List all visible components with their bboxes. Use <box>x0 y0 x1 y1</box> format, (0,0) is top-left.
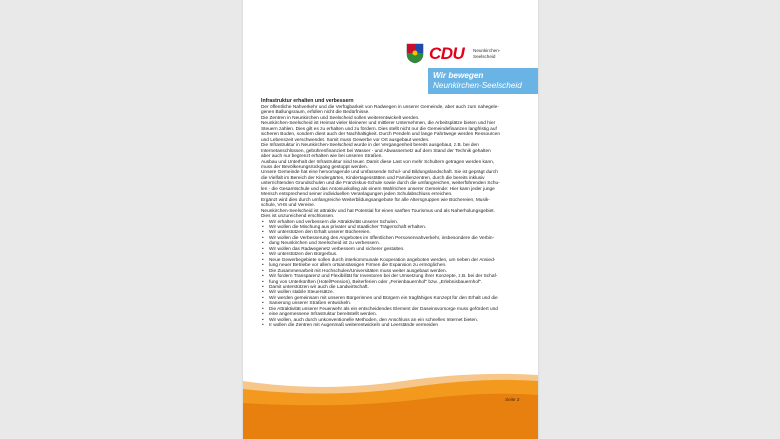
coat-of-arms-icon <box>405 42 425 64</box>
body-line: muss der Bevölkerungsrückgang gestoppt werden. <box>261 164 368 170</box>
bullet-item: • Wir fordern Transparenz und Flexibilität für Investoren bei der Umsetzung ihrer Konzepte, z.B. bei der Schaf- <box>267 274 526 279</box>
document-body <box>261 98 526 329</box>
body-line: genen Ballungsraum, erfüllen nicht die Bedürfnisse. <box>261 110 370 116</box>
bullet-item: • dung Neunkirchen und Seelscheid ist zu verbessern. <box>267 241 526 246</box>
bullet-item: • Sanierung unserer Straßen entwickeln. <box>267 301 526 306</box>
bullet-item: • Die Attraktivität unserer Feuerwehr als ein entscheidendes Element der Daseinsvorsorge muss gefördert und <box>267 307 526 312</box>
body-line: und Lebenszeit verschwendet. Somit muss Gewerbe vor Ort ausgebaut werden. <box>261 137 430 143</box>
section-heading: Infrastruktur erhalten und verbessern <box>261 98 354 104</box>
body-line: Internetanschlüssen, gebührenfinanziert bei Wasser - und Abwassernetz auf dem Stand der Technik gehalten <box>261 148 491 154</box>
bullet-item: • Wir wollen das Radwegenetz verbessern und sicherer gestalten. <box>267 247 526 252</box>
bullet-item: • lung neuer Betriebe vor allem ortsansässigen Firmen die Expansion zu ermöglichen. <box>267 263 526 268</box>
bullet-item: • Wir werden gemeinsam mit unseren Bürgerinnen und Bürgern ein tragfähiges Konzept für den Erhalt und die <box>267 296 526 301</box>
body-line: Steuern zahlen. Dies gilt es zu erhalten und zu fördern. Dies stellt nicht nur die Gemeindefinanzen langfristig auf <box>261 126 497 132</box>
body-line: Neunkirchen-Seelscheid ist Heimat vieler kleinerer und mittlerer Unternehmen, die Arbeitsplätze bieten und hier <box>261 121 496 127</box>
slogan-line-2: Neunkirchen-Seelscheid <box>433 81 522 90</box>
body-line: Der öffentliche Nahverkehr und die Verfügbarkeit von Radwegen in unserer Gemeinde, aber auch zum nahegele- <box>261 105 499 110</box>
body-line: Die Infrastruktur in Neunkirchen-Seelscheid wurde in der Vergangenheit bereits ausgebaut, z.B. bei den <box>261 143 479 149</box>
body-line: Ausbau und Unterhalt der Infrastruktur sind teuer. Damit diese Last von mehr Schultern getragen werden kann, <box>261 159 495 165</box>
slogan-line-1: Wir bewegen <box>433 71 484 80</box>
body-line: Ergänzt wird dies durch umfangreiche Weiterbildungsangebote für alle Altersgruppen wie Büchereien, Musik- <box>261 197 490 203</box>
cdu-logo-subtitle: Neunkirchen- Seelscheid <box>473 48 501 59</box>
cdu-logo-text: CDU <box>429 44 465 63</box>
bullet-item: • Ir wollen die Zentren mit Augenmaß weiterentwickeln und Leerstände vermeiden <box>267 323 526 328</box>
bullet-list <box>261 220 526 329</box>
body-line: die Vielfalt im Bereich der Kindergärten, Kindertagesstätten und Familienzentren, durch die bereits inklusiv <box>261 175 485 181</box>
bullet-item: • Wir wollen die Mischung aus privater und staatlicher Trägerschaft erhalten. <box>267 225 526 230</box>
body-line: aber auch nur begrenzt erhalten wie bei unseren Straßen. <box>261 154 383 160</box>
body-line: Mensch entsprechend seiner individuellen Veranlagungen jeden Schulabschluss erreichen. <box>261 192 453 198</box>
cdu-logo <box>405 42 517 66</box>
bullet-item: • Damit unterstützen wir auch die Landwirtschaft. <box>267 285 526 290</box>
body-paragraphs <box>261 105 526 220</box>
page-number: Seite 3 <box>505 397 520 402</box>
bullet-item: • Neue Gewerbegebiete sollen durch interkommunale Kooperation angeboten werden, um neben der Ansied- <box>267 258 526 263</box>
bullet-item: • Wir wollen, auch durch unkonventionelle Methoden, den Anschluss an ein schnelles Internet bieten. <box>267 318 526 323</box>
bullet-item: • Wir unterstützen den Bürgerbus. <box>267 252 526 257</box>
body-line: Dies ist unzureichend erschlossen. <box>261 214 335 220</box>
document-page <box>243 0 538 439</box>
body-line: schule, VHS und Vereine. <box>261 203 316 209</box>
orange-wave-footer <box>243 359 538 439</box>
body-line: unterrichtenden Grundschulen und die Franziskus-Schule sowie durch die umfangreichen, weiterführenden Schu- <box>261 181 500 187</box>
body-line: Neunkirchen-Seelscheid ist attraktiv und hat Potential für einen sanften Tourismus und als Naherholungsgebiet. <box>261 208 495 214</box>
bullet-item: • Die Zusammenarbeit mit Hochschulen/Universitäten muss weiter ausgebaut werden. <box>267 269 526 274</box>
body-line: len - die Gesamtschule und das Antoniuskolleg als einem Wahlrichen unserer Gemeinde: Hier kann jeder junge <box>261 186 495 192</box>
slogan-band <box>428 68 538 94</box>
bullet-item: • Wir erhalten und verbessern die Attraktivität unserer Schulen. <box>267 220 526 225</box>
body-line: Die Zentren in Neunkirchen und Seelscheid sollen weiterentwickelt werden. <box>261 115 420 121</box>
bullet-item: • Wir wollen die Verbesserung des Angebotes im öffentlichen Personennahverkehr, insbesondere die Verbin- <box>267 236 526 241</box>
body-line: Unsere Gemeinde hat eine hervorragende und umfassende Schul- und Bildungslandschaft. Sie ist geprägt durch <box>261 170 498 176</box>
bullet-item: • fung von Unterkünften (Hotel/Pension), Beiterferien oder „Ferienbauernhof" bzw. „Erlebnisbauernhof". <box>267 280 526 285</box>
bullet-item: • Wir wollen stabile Steuersätze. <box>267 290 526 295</box>
bullet-item: • eine angemessene Infrastruktur bereitstellt werden. <box>267 312 526 317</box>
body-line: sicheren Boden, sondern dient auch der Nachhaltigkeit. Durch Pendeln und lange Fahrtwege werden Ressourcen <box>261 132 500 138</box>
bullet-item: • Wir unterstützen den Erhalt unserer Büchereien. <box>267 230 526 235</box>
